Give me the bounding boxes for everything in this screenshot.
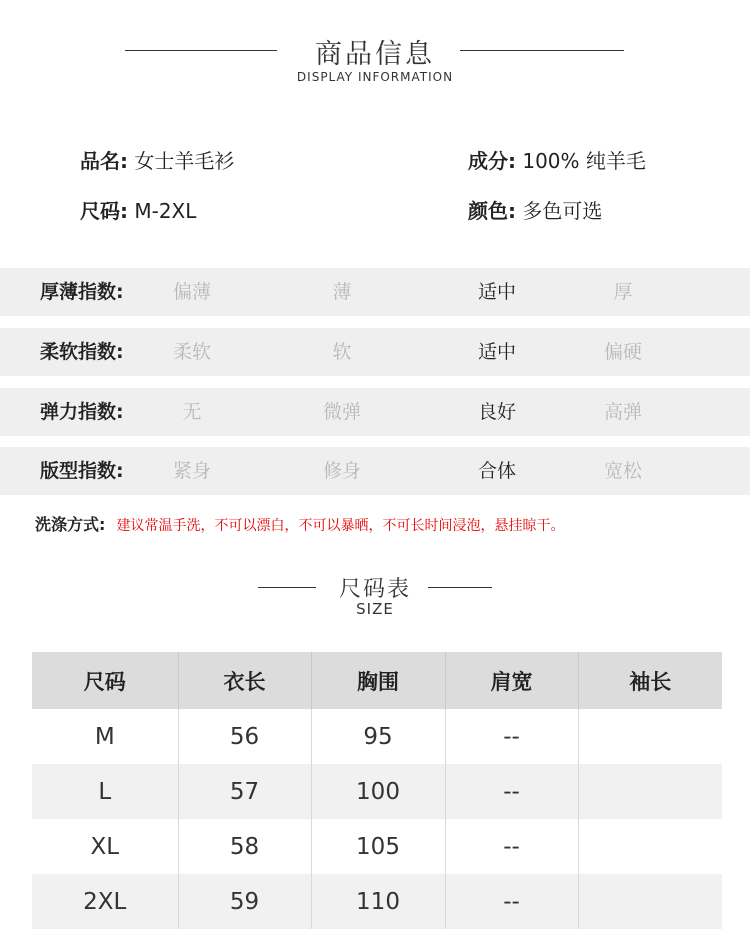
table-row [32,819,722,874]
spec-size-value: M-2XL [134,199,197,223]
index-row-fit [0,447,750,495]
table-cell: 2XL [32,874,178,929]
spec-size-label: 尺码: [80,199,128,223]
table-row [32,874,722,929]
table-header-row [32,652,722,709]
table-cell: -- [445,764,578,819]
table-cell: -- [445,819,578,874]
spec-name-value: 女士羊毛衫 [134,149,235,173]
product-info-subtitle: DISPLAY INFORMATION [296,70,454,84]
table-cell: -- [445,709,578,764]
column-header: 胸围 [311,652,445,709]
index-label: 版型指数: [40,460,124,482]
index-option-selected: 适中 [477,281,516,303]
size-table [32,652,722,929]
table-cell: XL [32,819,178,874]
spec-size [80,195,196,224]
table-cell [578,709,722,764]
size-chart-header [0,560,750,630]
table-cell: 58 [178,819,311,874]
size-chart-title: 尺码表 [338,577,411,602]
table-cell: M [32,709,178,764]
table-row [32,764,722,819]
spec-color-label: 颜色: [468,199,516,223]
table-cell: 57 [178,764,311,819]
index-row-elasticity [0,388,750,436]
product-info-header [0,0,750,100]
index-option: 厚 [613,281,633,303]
table-cell: -- [445,874,578,929]
index-option: 修身 [322,460,361,482]
column-header: 尺码 [32,652,178,709]
spec-composition-value: 100% 纯羊毛 [522,149,646,173]
table-cell [578,874,722,929]
index-option: 偏薄 [172,281,211,303]
index-option: 微弹 [322,401,361,423]
spec-color-value: 多色可选 [522,199,603,223]
index-label: 弹力指数: [40,401,124,423]
column-header: 袖长 [578,652,722,709]
index-option: 宽松 [603,460,642,482]
table-cell: 100 [311,764,445,819]
table-cell [578,764,722,819]
index-option: 无 [182,401,202,423]
table-row [32,709,722,764]
index-label: 柔软指数: [40,341,124,363]
table-cell [578,819,722,874]
wash-text: 建议常温手洗，不可以漂白，不可以暴晒，不可长时间浸泡，悬挂晾干。 [116,518,565,534]
size-chart-subtitle: SIZE [356,600,394,618]
wash-instructions [35,512,565,535]
product-info-title: 商品信息 [315,39,435,70]
table-cell: L [32,764,178,819]
table-cell: 59 [178,874,311,929]
column-header: 肩宽 [445,652,578,709]
index-option: 偏硬 [603,341,642,363]
index-option: 高弹 [603,401,642,423]
table-cell: 56 [178,709,311,764]
wash-label: 洗涤方式: [35,515,106,534]
index-option-selected: 良好 [477,401,516,423]
index-row-thickness [0,268,750,316]
index-row-softness [0,328,750,376]
spec-color [468,195,602,224]
table-cell: 95 [311,709,445,764]
spec-composition [468,145,646,174]
index-option: 薄 [332,281,352,303]
spec-name-label: 品名: [80,149,128,173]
index-option-selected: 适中 [477,341,516,363]
spec-composition-label: 成分: [468,149,516,173]
table-cell: 110 [311,874,445,929]
index-label: 厚薄指数: [40,281,124,303]
index-option: 紧身 [172,460,211,482]
spec-name [80,145,234,174]
index-option-selected: 合体 [477,460,516,482]
index-option: 软 [332,341,352,363]
table-cell: 105 [311,819,445,874]
column-header: 衣长 [178,652,311,709]
index-option: 柔软 [172,341,211,363]
